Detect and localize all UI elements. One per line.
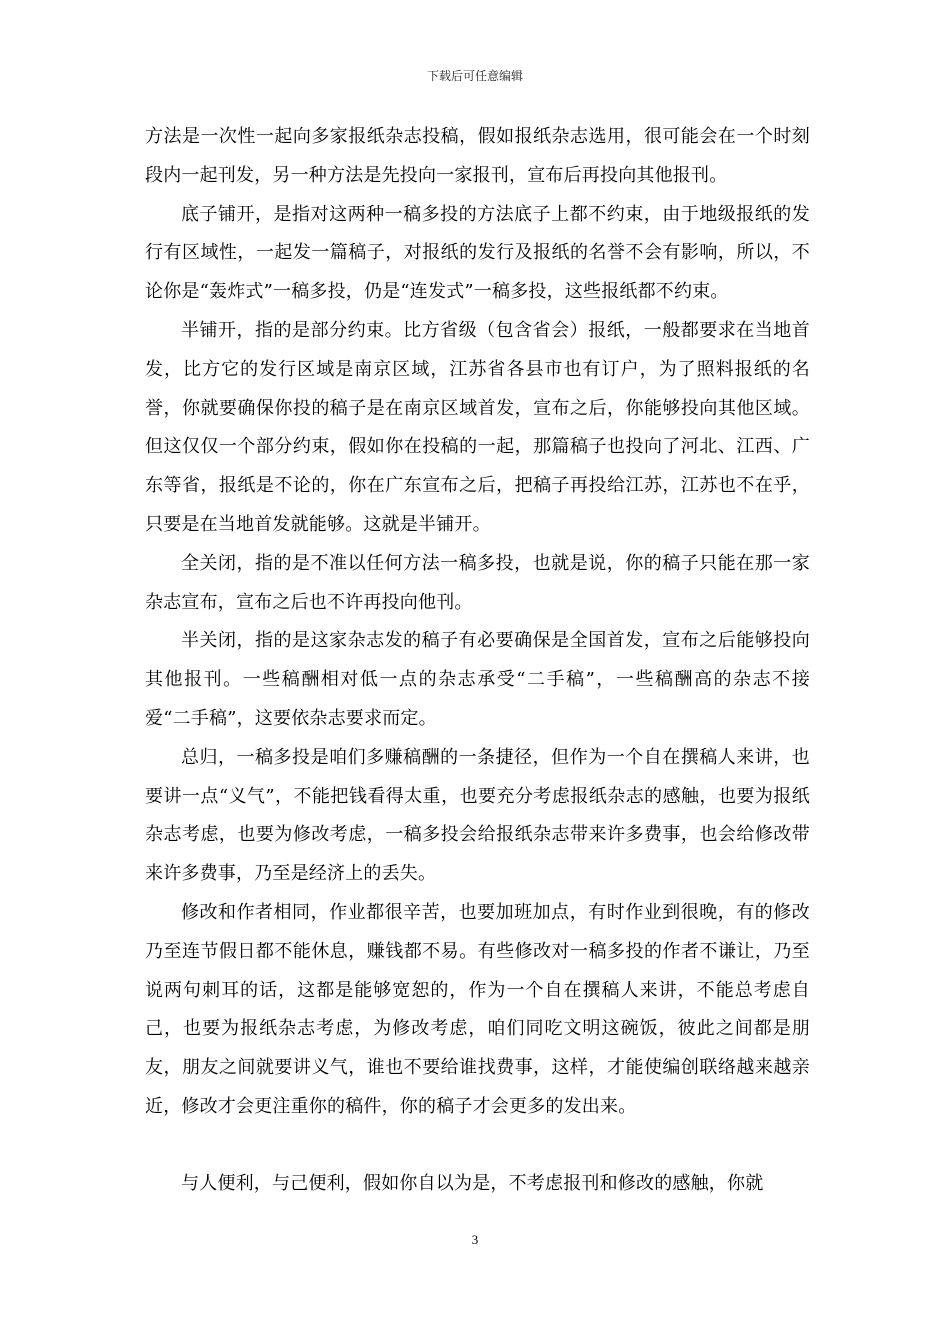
paragraph-full-closed: 全关闭，指的是不准以任何方法一稿多投，也就是说，你的稿子只能在那一家杂志宣布，宣布之后也不许再投向他刊。: [145, 552, 810, 613]
page-number: 3: [471, 1232, 479, 1247]
page-header: 下载后可任意编辑: [426, 69, 523, 83]
document-body: [145, 118, 810, 1204]
paragraph-editors: 修改和作者相同，作业都很辛苦，也要加班加点，有时作业到很晚，有的修改乃至连节假日都不能休息，赚钱都不易。有些修改对一稿多投的作者不谦让，乃至说两句刺耳的话，这都是能够宽恕的，作为一个自在撰稿人来讲，不能总考虑自己，也要为报纸杂志考虑，为修改考虑，咱们同吃文明这碗饭，彼此之间都是朋友，朋友之间就要讲义气，谁也不要给谁找费事，这样，才能使编创联络越来越亲近，修改才会更注重你的稿件，你的稿子才会更多的发出来。: [145, 901, 810, 1117]
paragraph-half-open: 半铺开，指的是部分约束。比方省级（包含省会）报纸，一般都要求在当地首发，比方它的发行区域是南京区域，江苏省各县市也有订户，为了照料报纸的名誉，你就要确保你投的稿子是在南京区域首发，宣布之后，你能够投向其他区域。但这仅仅一个部分约束，假如你在投稿的一起，那篇稿子也投向了河北、江西、广东等省，报纸是不论的，你在广东宣布之后，把稿子再投给江苏，江苏也不在乎，只要是在当地首发就能够。这就是半铺开。: [145, 319, 810, 535]
paragraph-basic-open: 底子铺开，是指对这两种一稿多投的方法底子上都不约束，由于地级报纸的发行有区域性，一起发一篇稿子，对报纸的发行及报纸的名誉不会有影响，所以，不论你是“轰炸式”一稿多投，仍是“连发式”一稿多投，这些报纸都不约束。: [145, 203, 810, 303]
paragraph-spacer: [145, 1127, 810, 1165]
paragraph-mutual-convenience: 与人便利，与己便利，假如你自以为是，不考虑报刊和修改的感触，你就: [181, 1172, 764, 1194]
paragraph-continued: 方法是一次性一起向多家报纸杂志投稿，假如报纸杂志选用，很可能会在一个时刻段内一起刊发，另一种方法是先投向一家报刊，宣布后再投向其他报刊。: [145, 126, 810, 186]
paragraph-summary: 总归，一稿多投是咱们多赚稿酬的一条捷径，但作为一个自在撰稿人来讲，也要讲一点“义气”，不能把钱看得太重，也要充分考虑报纸杂志的感触，也要为报纸杂志考虑，也要为修改考虑，一稿多投会给报纸杂志带来许多费事，也会给修改带来许多费事，乃至是经济上的丢失。: [145, 746, 810, 885]
paragraph-half-closed: 半关闭，指的是这家杂志发的稿子有必要确保是全国首发，宣布之后能够投向其他报刊。一些稿酬相对低一点的杂志承受“二手稿”，一些稿酬高的杂志不接爱“二手稿”，这要依杂志要求而定。: [145, 630, 810, 729]
